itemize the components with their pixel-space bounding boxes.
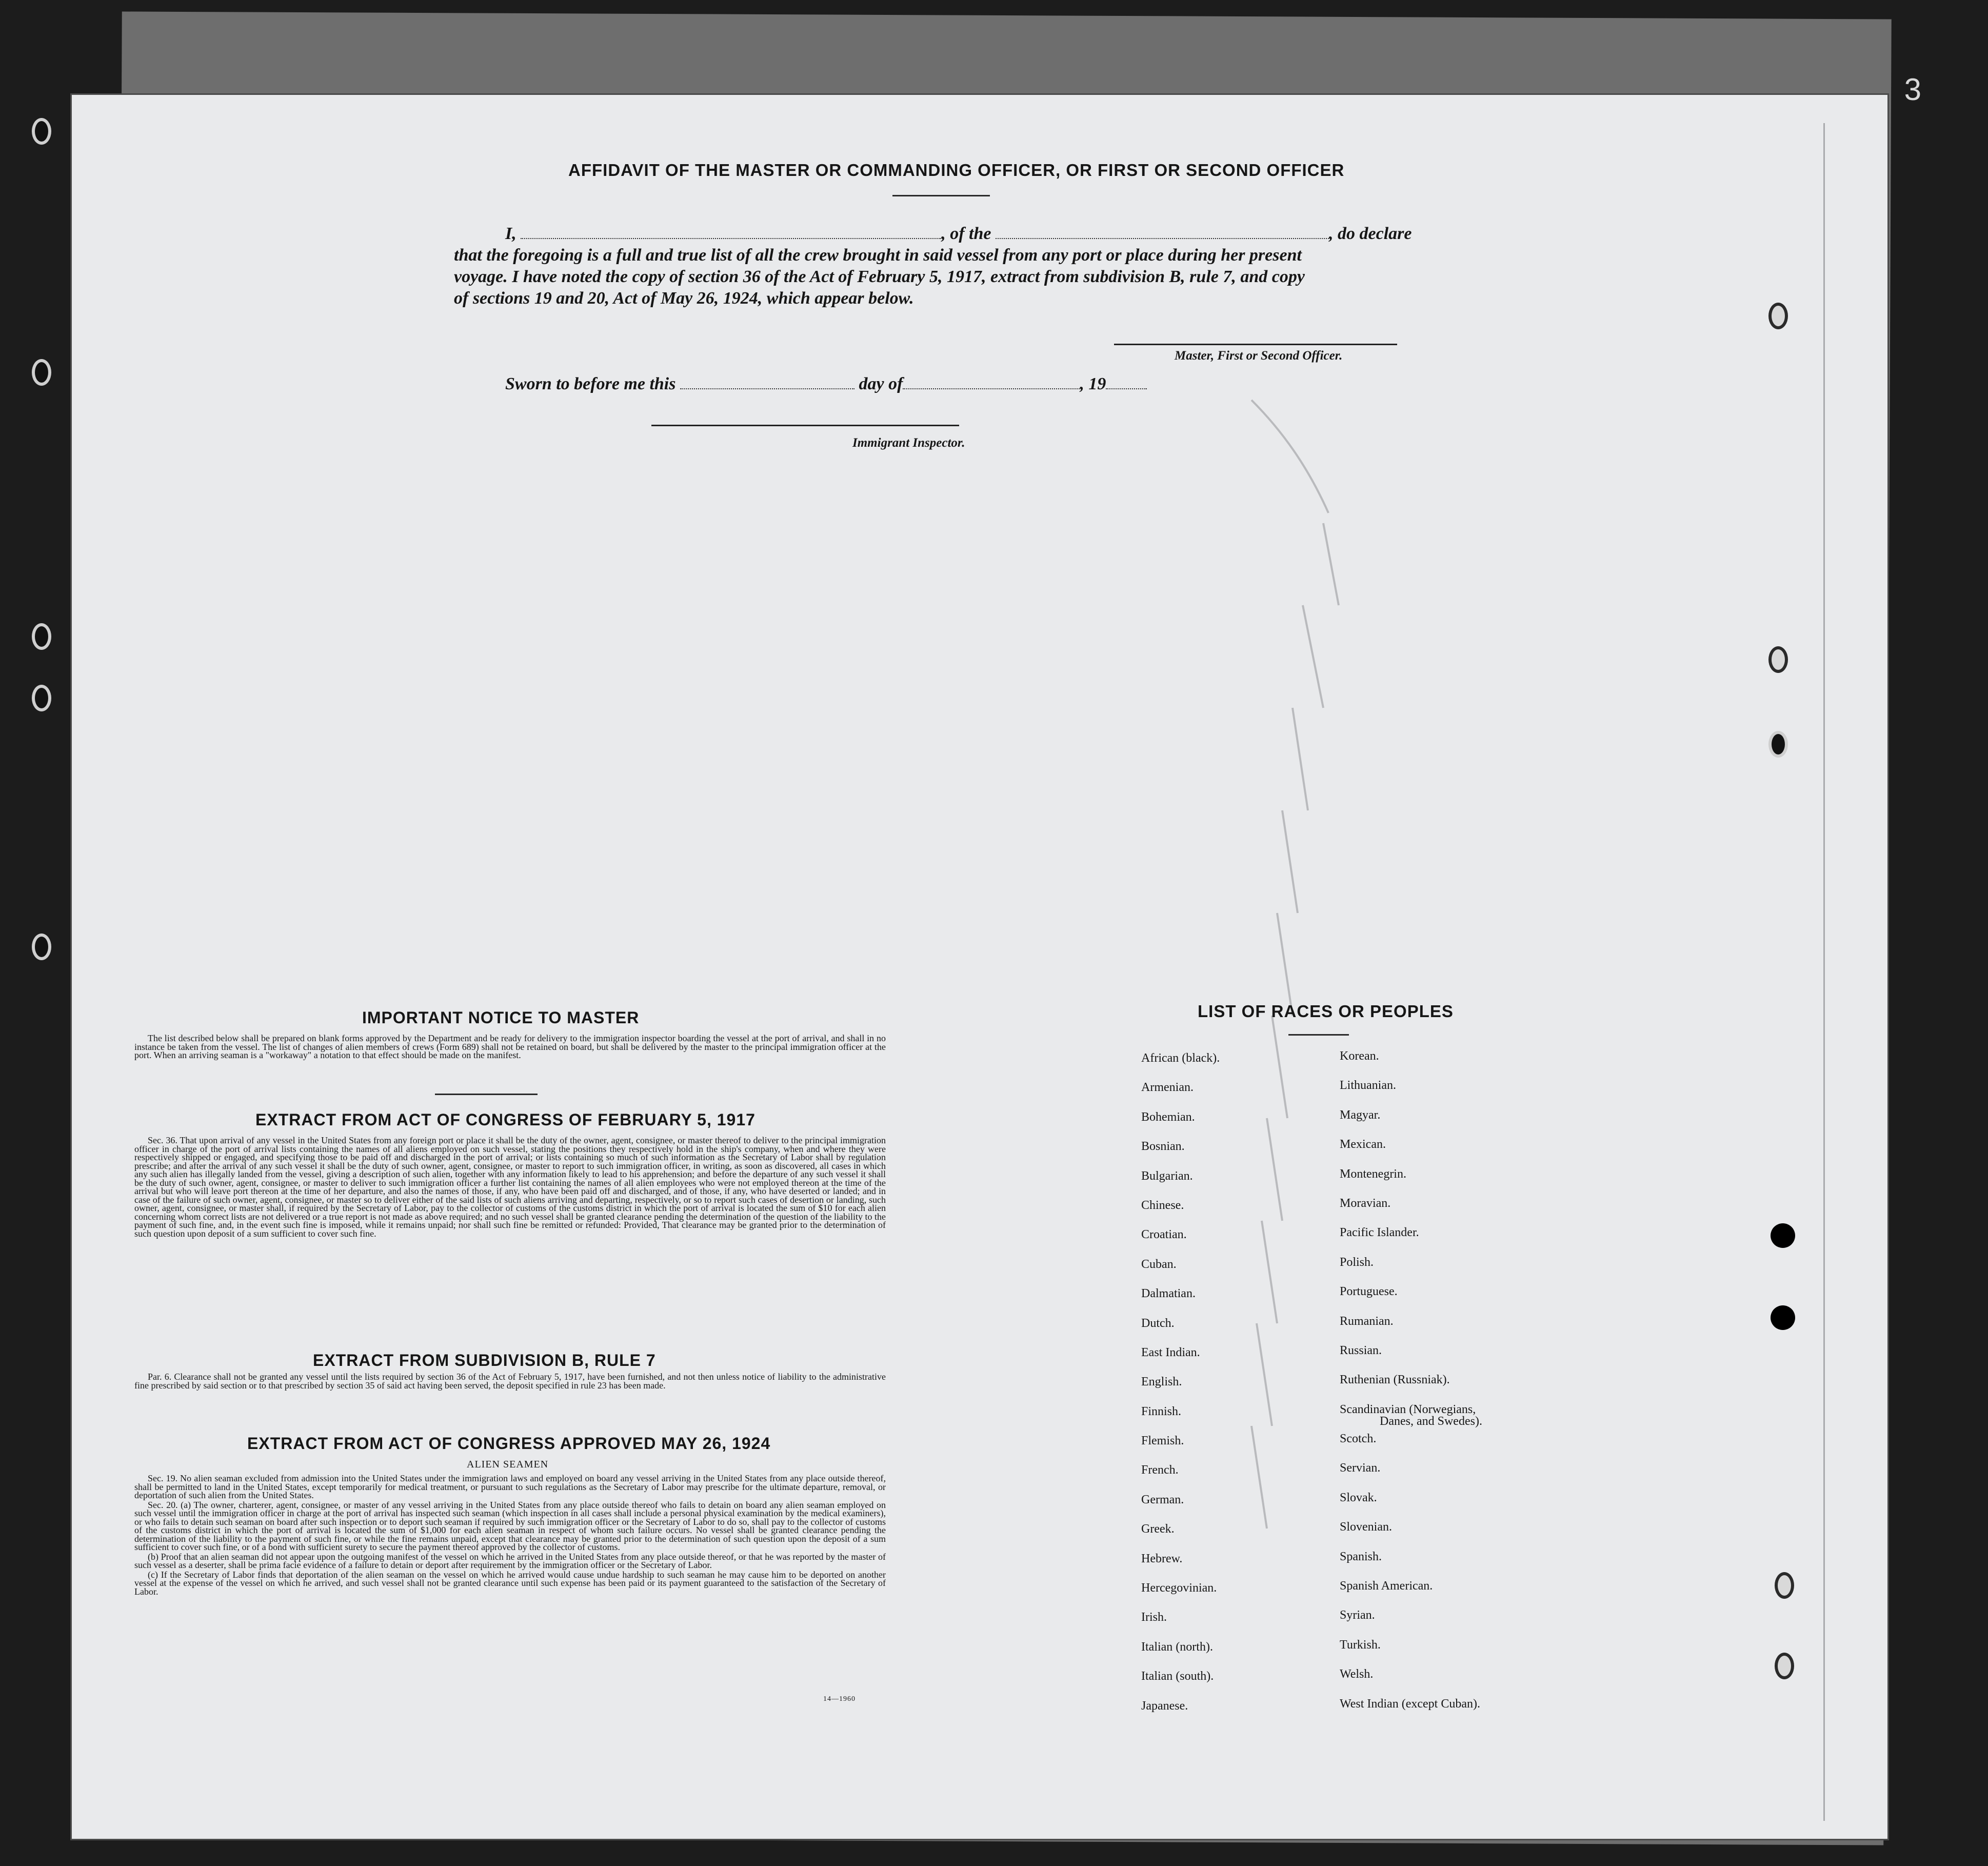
notice-text: The list described below shall be prepared on blank forms approved by the Department and be ready for delivery to the immigration inspector boarding the vessel at the port of arrival, and shall in no instance be taken from the vessel. The list of changes of alien members of crews (Form 689) shall not be retained on board, but shall be delivered by the master to the principal immigration officer at the port. When an arriving seaman is a "workaway" a notation to that effect should be made on the manifest. [134, 1033, 886, 1060]
section-20c-text: (c) If the Secretary of Labor finds that deportation of the alien seaman on the vessel on which he arrived would cause undue hardship to such seaman he may cause him to be deported on another vessel at the expense of the vessel on which he arrived, and such vessel shall not be granted clearance until such expense has been paid or its payment guaranteed to the satisfaction of the Secretary of Labor. [134, 1569, 886, 1597]
vessel-name-field[interactable] [996, 238, 1329, 239]
extract-1924-title: EXTRACT FROM ACT OF CONGRESS APPROVED MAY 26, 1924 [247, 1434, 771, 1453]
sworn-day-of: day of [859, 374, 903, 393]
sworn-line [454, 373, 1431, 395]
binder-hole-icon [32, 359, 51, 386]
races-title: LIST OF RACES OR PEOPLES [1198, 1002, 1454, 1021]
race-item: Ruthenian (Russniak). [1340, 1373, 1450, 1387]
race-item: Spanish. [1340, 1550, 1382, 1563]
race-item: Syrian. [1340, 1609, 1375, 1622]
race-item-scandinavian [1340, 1403, 1482, 1432]
section-20b-text: (b) Proof that an alien seaman did not appear upon the outgoing manifest of the vessel on which he arrived in the United States from any place outside thereof, or that he was reported by the master of such vessel as a deserter, shall be prima facie evidence of a failure to detain or deport after requirement by the immigration officer or the Secretary of Labor. [134, 1551, 886, 1570]
race-item: Mexican. [1340, 1138, 1386, 1152]
race-item: Polish. [1340, 1255, 1374, 1269]
race-item: Dutch. [1141, 1316, 1175, 1330]
paragraph-6-text: Par. 6. Clearance shall not be granted any vessel until the lists required by section 36 of the Act of February 5, 1917, have been furnished, and not then unless notice of liability to the administrative fine prescribed by said section or to that prescribed by section 35 of said act having been served, the deposit specified in rule 23 has been made. [134, 1372, 886, 1391]
race-item: German. [1141, 1493, 1184, 1506]
page-number: 3 [1904, 72, 1921, 107]
sworn-month-field[interactable] [903, 388, 1080, 389]
section-19-text: Sec. 19. No alien seaman excluded from admission into the United States under the immigration laws and employed on board any vessel arriving in the United States from any place outside thereof, shall be permitted to land in the United States, except temporarily for medical treatment, or pursuant to such regulations as the Secretary of Labor may prescribe for the ultimate departure, removal, or deportation of such alien from the United States. [134, 1473, 886, 1500]
race-item: Finnish. [1141, 1404, 1182, 1418]
race-item: Armenian. [1141, 1081, 1194, 1095]
races-right-column [1340, 1049, 1482, 1726]
races-title-underline [1288, 1034, 1349, 1036]
race-item: African (black). [1141, 1051, 1220, 1065]
race-item: Turkish. [1340, 1638, 1381, 1652]
race-item: East Indian. [1141, 1345, 1200, 1359]
binder-hole-icon [32, 685, 51, 711]
master-name-field[interactable] [521, 238, 941, 239]
race-item: Magyar. [1340, 1108, 1381, 1122]
race-item: Pacific Islander. [1340, 1226, 1419, 1240]
races-left-column [1141, 1051, 1220, 1729]
race-item: Slovenian. [1340, 1520, 1392, 1534]
affidavit-i: I, [505, 224, 516, 243]
inspector-signature-line[interactable] [651, 425, 959, 426]
title-underline [892, 195, 990, 196]
race-item: Bosnian. [1141, 1140, 1185, 1154]
extract-1917-title: EXTRACT FROM ACT OF CONGRESS OF FEBRUARY 5, 1917 [255, 1110, 756, 1129]
race-item: Croatian. [1141, 1228, 1187, 1242]
race-item-label: Scandinavian (Norwegians, [1340, 1402, 1476, 1416]
race-item: Bulgarian. [1141, 1169, 1193, 1183]
race-item: Scotch. [1340, 1432, 1377, 1446]
binder-hole-icon [1768, 731, 1788, 758]
master-signature-label: Master, First or Second Officer. [1175, 349, 1343, 363]
race-item: West Indian (except Cuban). [1340, 1697, 1480, 1711]
sworn-prefix: Sworn to before me this [505, 374, 676, 393]
master-signature-line[interactable] [1114, 344, 1397, 345]
affidavit-text [454, 223, 1431, 309]
notice-divider [435, 1094, 538, 1095]
race-item-continuation: Danes, and Swedes). [1380, 1414, 1482, 1428]
affidavit-line-3: voyage. I have noted the copy of section 36 of the Act of February 5, 1917, extract from subdivision B, rule 7, and copy [454, 267, 1305, 286]
binder-hole-icon [32, 118, 51, 145]
alien-seamen-subtitle: ALIEN SEAMEN [467, 1459, 549, 1470]
inspector-signature-label: Immigrant Inspector. [852, 436, 965, 450]
sworn-day-field[interactable] [680, 388, 854, 389]
affidavit-declare: , do declare [1329, 224, 1412, 243]
race-item: Korean. [1340, 1049, 1379, 1063]
race-item: Hercegovinian. [1141, 1581, 1217, 1595]
sworn-year-prefix: , 19 [1080, 374, 1106, 393]
race-item: Moravian. [1340, 1196, 1391, 1210]
notice-body [134, 1034, 886, 1061]
race-item: Irish. [1141, 1611, 1167, 1624]
notice-title: IMPORTANT NOTICE TO MASTER [362, 1008, 640, 1027]
affidavit-title: AFFIDAVIT OF THE MASTER OR COMMANDING OFFICER, OR FIRST OR SECOND OFFICER [568, 161, 1345, 180]
section-36-text: Sec. 36. That upon arrival of any vessel in the United States from any foreign port or place it shall be the duty of the owner, agent, consignee, or master thereof to deliver to the principal immigration officer in charge of the port of arrival lists containing the names of all aliens employed on such vessel, stating the positions they respectively hold in the ship's company, when and where they were respectively shipped or engaged, and specifying those to be paid off and discharged in the port of arrival; or lists containing so much of such information as the Secretary of Labor shall by regulation prescribe; and after the arrival of any such vessel it shall be the duty of such owner, agent, consignee, or master to report to such immigration officer, in writing, as soon as discovered, all cases in which any such alien has illegally landed from the vessel, giving a description of such alien, together with any information likely to lead to his apprehension; and before the departure of any such vessel it shall be the duty of such owner, agent, consignee, or master to deliver to such immigration officer a further list containing the names of all alien employees who were not employed thereon at the time of the arrival but who will leave port thereon at the time of her departure, and also the names of those, if any, who have been paid off and discharged, and of those, if any, who have deserted or landed; and in case of the failure of such owner, agent, consignee, or master so to deliver either of the said lists of such aliens arriving and departing, respectively, or so to report such cases of desertion or landing, such owner, agent, consignee, or master shall, if required by the Secretary of Labor, pay to the collector of customs of the customs district in which the port of arrival is located the sum of $10 for each alien concerning whom correct lists are not delivered or a true report is not made as above required; and no such vessel shall be granted clearance pending the determination of the question of the liability to the payment of such fine, and, in the event such fine is imposed, while it remains unpaid; nor shall such fine be remitted or refunded: Provided, That clearance may be granted prior to the determination of such question upon deposit of a sum sufficient to cover such fine. [134, 1135, 886, 1239]
extract-1924-body [134, 1474, 886, 1597]
race-item: Rumanian. [1340, 1314, 1394, 1328]
race-item: Lithuanian. [1340, 1079, 1396, 1093]
binder-hole-icon [32, 623, 51, 650]
race-item: Greek. [1141, 1522, 1175, 1536]
race-item: Portuguese. [1340, 1285, 1398, 1299]
race-item: Japanese. [1141, 1699, 1188, 1713]
extract-1917-body [134, 1136, 886, 1239]
race-item: Servian. [1340, 1461, 1381, 1475]
race-item: Dalmatian. [1141, 1287, 1196, 1301]
race-item: Flemish. [1141, 1434, 1184, 1448]
binder-hole-icon [1775, 1572, 1794, 1599]
sworn-year-field[interactable] [1106, 388, 1147, 389]
extract-rule7-title: EXTRACT FROM SUBDIVISION B, RULE 7 [313, 1351, 656, 1369]
binder-hole-icon [1775, 1653, 1794, 1679]
binder-hole-icon [32, 934, 51, 960]
affidavit-line-2: that the foregoing is a full and true list of all the crew brought in said vessel from any port or place during her present [454, 246, 1302, 265]
form-number: 14—1960 [823, 1695, 856, 1703]
binder-hole-icon [1768, 303, 1788, 329]
race-item: Chinese. [1141, 1198, 1184, 1212]
affidavit-line-4: of sections 19 and 20, Act of May 26, 1924, which appear below. [454, 289, 914, 308]
punch-dot-icon [1771, 1305, 1795, 1330]
race-item: Italian (south). [1141, 1670, 1214, 1683]
race-item: Slovak. [1340, 1491, 1377, 1504]
race-item: Hebrew. [1141, 1552, 1183, 1565]
page-edge-line [1823, 123, 1825, 1821]
race-item: French. [1141, 1463, 1179, 1477]
race-item: Russian. [1340, 1343, 1382, 1357]
race-item: English. [1141, 1375, 1182, 1389]
extract-rule7-body [134, 1373, 886, 1391]
race-item: Bohemian. [1141, 1110, 1195, 1124]
race-item: Italian (north). [1141, 1640, 1213, 1654]
race-item: Welsh. [1340, 1668, 1374, 1681]
affidavit-of-the: , of the [941, 224, 991, 243]
punch-dot-icon [1771, 1223, 1795, 1248]
race-item: Spanish American. [1340, 1579, 1433, 1593]
race-item: Montenegrin. [1340, 1167, 1406, 1181]
section-20a-text: Sec. 20. (a) The owner, charterer, agent, consignee, or master of any vessel arriving in the United States from any place outside thereof who fails to detain on board any alien seaman employed on such vessel until the immigration officer in charge at the port of arrival has inspected such seaman (which inspection in all cases shall include a personal physical examination by the medical examiners), or who fails to detain such seaman on board after such inspection or to deport such seaman if required by such immigration officer or the Secretary of Labor to do so, shall pay to the collector of customs of the customs district in which the port of arrival is located the sum of $1,000 for each alien seaman in respect of whom such failure occurs. No vessel shall be granted clearance pending the determination of the liability to the payment of such fine, or while the fine remains unpaid, except that clearance may be granted prior to the determination of such question upon the deposit of a sum sufficient to cover such fine, or of a bond with sufficient surety to secure the payment thereof approved by the collector of customs. [134, 1499, 886, 1552]
binder-hole-icon [1768, 646, 1788, 673]
race-item: Cuban. [1141, 1257, 1177, 1271]
